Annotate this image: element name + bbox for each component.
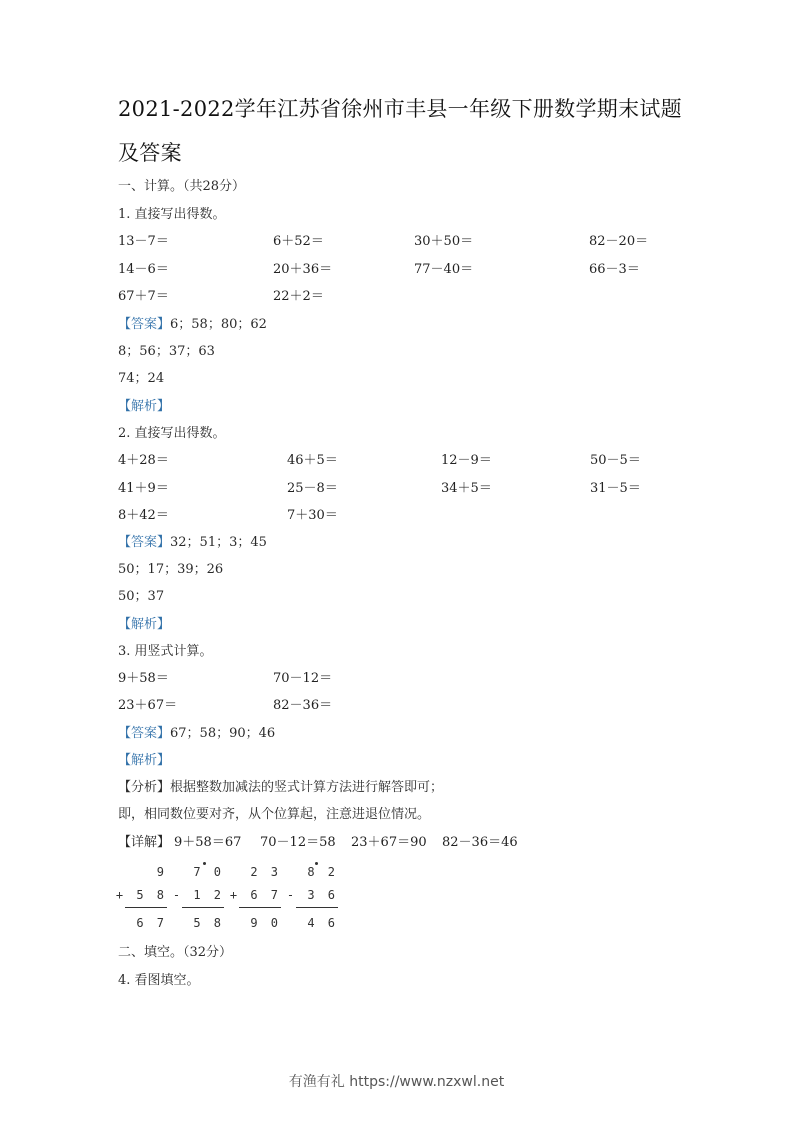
answer-text: 32；51；3；45 xyxy=(170,535,267,550)
q1-answer-line2: 8；56；37；63 xyxy=(118,344,215,359)
q3-row-2 xyxy=(118,699,718,713)
vertical-calculations xyxy=(0,862,793,934)
vc-mid: + 5 8 xyxy=(115,888,167,902)
vc-top: 7 0 xyxy=(193,865,224,879)
q2-item: 31－5＝ xyxy=(590,481,641,496)
vc-bar xyxy=(182,907,224,908)
answer-tag: 【答案】 xyxy=(118,726,171,741)
vertical-calc-4 xyxy=(286,862,338,934)
vc-mid: - 1 2 xyxy=(172,888,224,902)
vc-bottom: 4 6 xyxy=(307,916,338,930)
xiangjie-item: 9＋58＝67 xyxy=(174,835,242,850)
vc-bottom: 5 8 xyxy=(193,916,224,930)
section1-heading: 一、计算。（共28分） xyxy=(118,179,246,194)
vc-bottom: 9 0 xyxy=(250,916,281,930)
vc-mid: + 6 7 xyxy=(229,888,281,902)
q1-item: 82－20＝ xyxy=(589,234,649,249)
q3-item: 9＋58＝ xyxy=(118,671,169,686)
answer-tag: 【答案】 xyxy=(118,317,171,332)
q2-answer-line2: 50；17；39；26 xyxy=(118,562,224,577)
q2-row-2 xyxy=(118,482,718,496)
vertical-calc-2 xyxy=(172,862,224,934)
q1-item: 30＋50＝ xyxy=(414,234,474,249)
xiangjie-item: 70－12＝58 xyxy=(260,835,336,850)
q2-item: 25－8＝ xyxy=(287,481,338,496)
doc-title-line1: 2021-2022学年江苏省徐州市丰县一年级下册数学期末试题 xyxy=(118,97,682,121)
vertical-calc-3 xyxy=(229,862,281,934)
footer-watermark: 有渔有礼 https://www.nzxwl.net xyxy=(288,1074,505,1090)
vc-mid: - 3 6 xyxy=(286,888,338,902)
q2-item: 4＋28＝ xyxy=(118,453,169,468)
vc-top: 8 2 xyxy=(307,865,338,879)
vc-bottom: 6 7 xyxy=(136,916,167,930)
q2-label: 2. 直接写出得数。 xyxy=(118,426,226,441)
q3-analysis-tag: 【解析】 xyxy=(118,753,171,768)
vc-bar xyxy=(239,907,281,908)
q2-answer xyxy=(118,536,267,549)
q1-analysis-tag: 【解析】 xyxy=(118,399,171,414)
q3-fenxi-line2: 即，相同数位要对齐，从个位算起，注意进退位情况。 xyxy=(118,807,431,822)
q3-row-1 xyxy=(118,672,718,686)
q3-fenxi xyxy=(118,781,443,794)
q1-item: 6＋52＝ xyxy=(273,234,324,249)
vertical-calc-1 xyxy=(115,862,167,934)
q1-item: 20＋36＝ xyxy=(273,262,333,277)
q2-item: 46＋5＝ xyxy=(287,453,338,468)
q1-item: 14－6＝ xyxy=(118,262,169,277)
xiangjie-item: 23＋67＝90 xyxy=(351,835,427,850)
q2-answer-line3: 50；37 xyxy=(118,589,165,604)
q2-analysis-tag: 【解析】 xyxy=(118,617,171,632)
q1-row-1 xyxy=(118,235,718,249)
q1-answer xyxy=(118,318,267,331)
vc-bar xyxy=(125,907,167,908)
q3-item: 23＋67＝ xyxy=(118,698,178,713)
xiangjie-tag: 【详解】 xyxy=(118,835,171,850)
q2-item: 50－5＝ xyxy=(590,453,641,468)
q3-xiangjie xyxy=(118,836,718,850)
q4-label: 4. 看图填空。 xyxy=(118,973,200,988)
q1-item: 77－40＝ xyxy=(414,262,474,277)
answer-text: 67；58；90；46 xyxy=(170,726,276,741)
vc-top: 9 xyxy=(156,865,167,879)
q1-label: 1. 直接写出得数。 xyxy=(118,207,226,222)
q1-answer-line3: 74；24 xyxy=(118,371,165,386)
q1-item: 66－3＝ xyxy=(589,262,640,277)
vc-bar xyxy=(296,907,338,908)
q2-row-3 xyxy=(118,509,718,523)
vc-top: 2 3 xyxy=(250,865,281,879)
q2-item: 12－9＝ xyxy=(441,453,492,468)
doc-title-line2: 及答案 xyxy=(118,141,182,165)
q3-label: 3. 用竖式计算。 xyxy=(118,644,213,659)
q1-row-3 xyxy=(118,290,718,304)
q1-row-2 xyxy=(118,263,718,277)
q1-item: 67＋7＝ xyxy=(118,289,169,304)
q2-row-1 xyxy=(118,454,718,468)
q1-item: 13－7＝ xyxy=(118,234,169,249)
q3-item: 82－36＝ xyxy=(273,698,333,713)
q1-item: 22＋2＝ xyxy=(273,289,324,304)
q2-item: 41＋9＝ xyxy=(118,481,169,496)
q2-item: 8＋42＝ xyxy=(118,508,169,523)
answer-tag: 【答案】 xyxy=(118,535,171,550)
q2-item: 7＋30＝ xyxy=(287,508,338,523)
xiangjie-item: 82－36＝46 xyxy=(442,835,518,850)
q3-answer xyxy=(118,727,275,740)
answer-text: 6；58；80；62 xyxy=(170,317,267,332)
fenxi-tag: 【分析】 xyxy=(118,780,171,795)
fenxi-text: 根据整数加减法的竖式计算方法进行解答即可； xyxy=(170,780,444,795)
q2-item: 34＋5＝ xyxy=(441,481,492,496)
section2-heading: 二、填空。（32分） xyxy=(118,945,233,960)
q3-item: 70－12＝ xyxy=(273,671,333,686)
